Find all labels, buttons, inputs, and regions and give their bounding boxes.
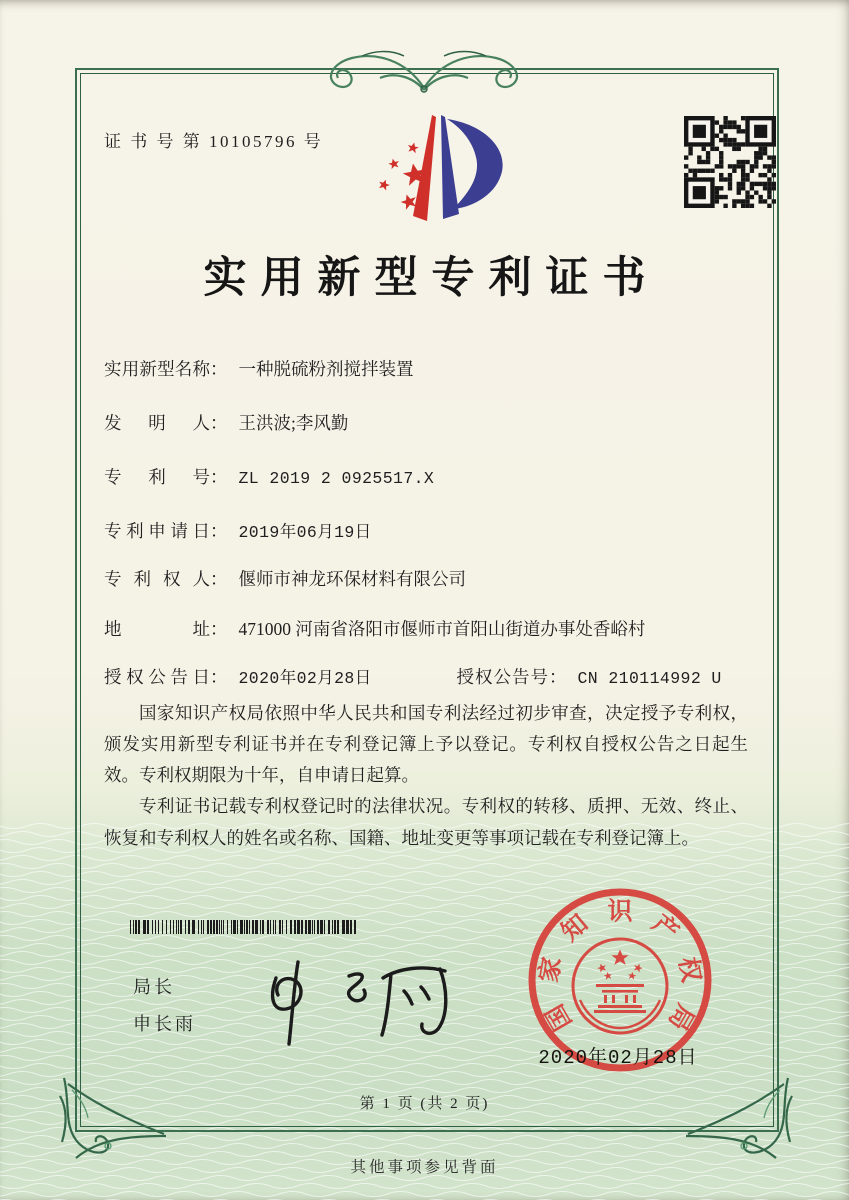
seal-national-emblem <box>573 939 667 1033</box>
bottom-left-flourish-icon <box>56 1076 168 1166</box>
field-label: 专利申请日 <box>104 521 210 541</box>
top-flourish-ornament-icon <box>292 48 556 96</box>
seal-date: 2020年02月28日 <box>538 1047 698 1069</box>
svg-text:知: 知 <box>556 910 594 947</box>
svg-text:家: 家 <box>535 955 567 985</box>
cnipa-logo-icon <box>363 109 511 231</box>
colon: ： <box>210 619 228 639</box>
field-label: 地址 <box>104 619 210 639</box>
field-value: ZL 2019 2 0925517.X <box>238 469 435 488</box>
colon: ： <box>549 667 567 687</box>
field-value: 2019年06月19日 <box>238 523 372 542</box>
field-value: 一种脱硫粉剂搅拌装置 <box>238 359 414 379</box>
svg-text:权: 权 <box>673 955 705 985</box>
field-label-2: 授权公告号 <box>456 667 549 687</box>
legal-text-block <box>104 698 748 854</box>
fields-block <box>104 356 754 718</box>
field-label: 实用新型名称 <box>104 359 210 379</box>
field-row-patent-number <box>104 464 754 489</box>
svg-text:局: 局 <box>662 999 699 1035</box>
legal-paragraph-1: 国家知识产权局依照中华人民共和国专利法经过初步审查，决定授予专利权，颁发实用新型专利证书并在专利登记簿上予以登记。专利权自授权公告之日起生效。专利权期限为十年，自申请日起算。 <box>104 703 748 786</box>
colon: ： <box>210 667 228 687</box>
field-value-2: CN 210114992 U <box>577 669 722 688</box>
officer-block <box>133 978 196 1033</box>
field-row-patentee <box>104 566 754 591</box>
field-label: 专利权人 <box>104 569 210 589</box>
svg-text:国: 国 <box>541 999 578 1035</box>
colon: ： <box>210 521 228 541</box>
certificate-title: 实用新型专利证书 <box>203 255 660 302</box>
field-value: 偃师市神龙环保材料有限公司 <box>238 569 466 589</box>
field-label: 发明人 <box>104 413 210 433</box>
field-label: 专利号 <box>104 467 210 487</box>
back-side-note: 其他事项参见背面 <box>350 1159 499 1176</box>
field-row-filing-date <box>104 518 754 543</box>
field-value: 2020年02月28日 <box>238 669 372 688</box>
svg-text:识: 识 <box>607 898 633 926</box>
qr-code-icon <box>684 116 776 208</box>
barcode-icon <box>130 920 360 934</box>
page-number: 第 1 页 (共 2 页) <box>359 1096 490 1112</box>
field-row-name <box>104 356 754 381</box>
handwritten-signature-icon <box>246 946 464 1052</box>
field-row-address <box>104 616 754 641</box>
bottom-right-flourish-icon <box>684 1076 796 1166</box>
field-value: 王洪波;李风勤 <box>238 413 349 433</box>
colon: ： <box>210 467 228 487</box>
field-value: 471000 河南省洛阳市偃师市首阳山街道办事处香峪村 <box>238 619 646 639</box>
field-label: 授权公告日 <box>104 667 210 687</box>
svg-text:产: 产 <box>646 910 684 947</box>
officer-name: 申长雨 <box>133 1014 196 1034</box>
colon: ： <box>210 359 228 379</box>
colon: ： <box>210 569 228 589</box>
certificate-number: 证 书 号 第 10105796 号 <box>104 132 324 151</box>
field-row-grant <box>104 664 754 689</box>
legal-paragraph-2: 专利证书记载专利权登记时的法律状况。专利权的转移、质押、无效、终止、恢复和专利权人的姓名或名称、国籍、地址变更等事项记载在专利登记簿上。 <box>104 796 748 848</box>
colon: ： <box>210 413 228 433</box>
officer-title: 局长 <box>133 977 175 997</box>
field-row-inventors <box>104 410 754 435</box>
